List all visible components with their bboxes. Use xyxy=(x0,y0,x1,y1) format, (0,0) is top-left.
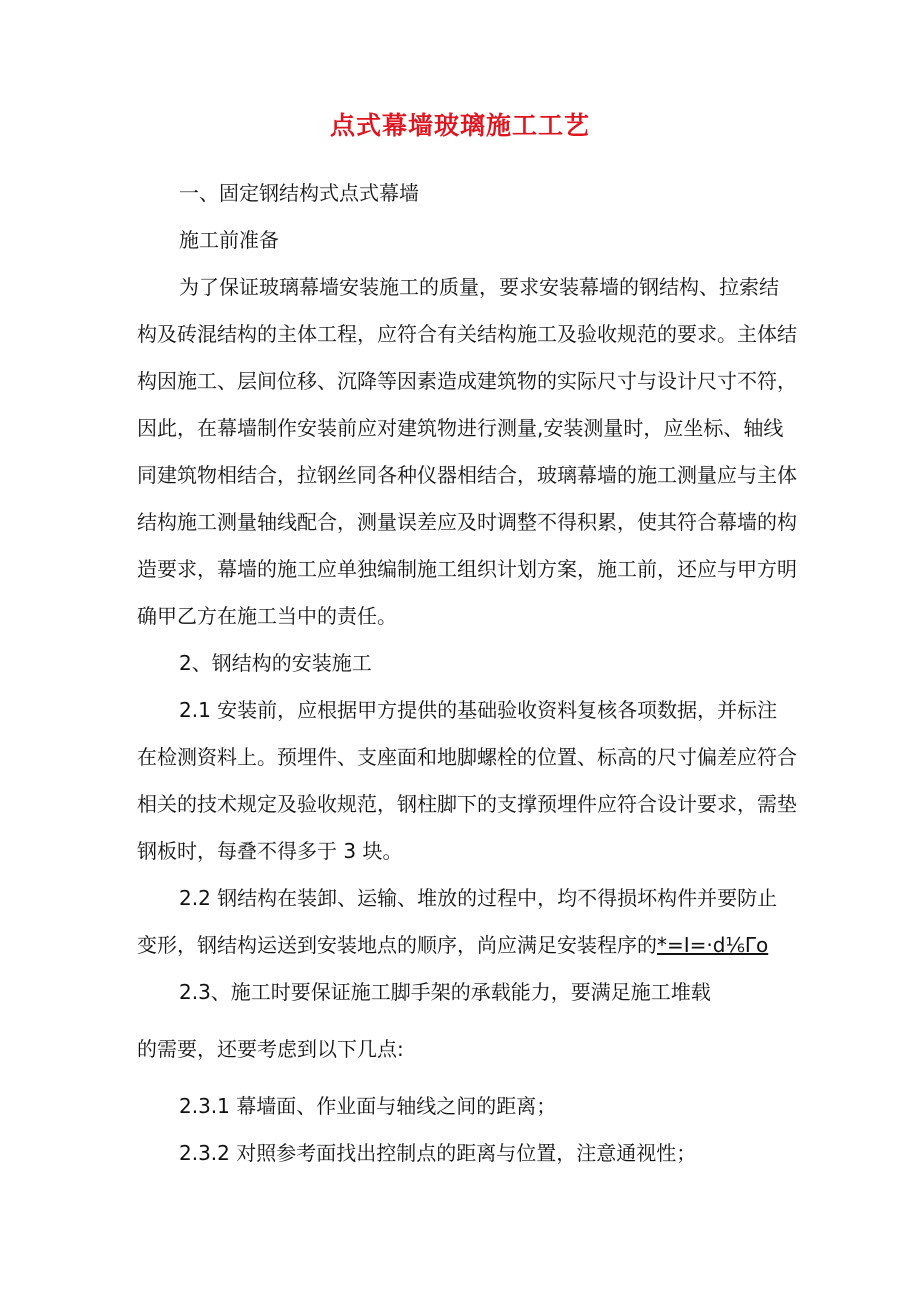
item-2-3-line1: 2.3、施工时要保证施工脚手架的承载能力，要满足施工堆载 xyxy=(179,980,711,1004)
prep-paragraph: 为了保证玻璃幕墙安装施工的质量，要求安装幕墙的钢结构、拉索结构及砖混结构的主体工程，应符合有关结构施工及验收规范的要求。主体结构因施工、层间位移、沉降等因素造成建筑物的实际尺寸与设计尺寸不符，因此，在幕墙制作安装前应对建筑物进行测量,安装测量时，应坐标、轴线同建筑物相结合，拉钢丝同各种仪器相结合，玻璃幕墙的施工测量应与主体结构施工测量轴线配合，测量误差应及时调整不得积累，使其符合幕墙的构造要求，幕墙的施工应单独编制施工组织计划方案，施工前，还应与甲方明确甲乙方在施工当中的责任。 xyxy=(137,275,797,628)
item-2-3-line2: 的需要，还要考虑到以下几点: xyxy=(137,1037,404,1061)
item-2-2-text: 2.2 钢结构在装卸、运输、堆放的过程中，均不得损坏构件并要防止变形，钢结构运送到安装地点的顺序，尚应满足安装程序的 xyxy=(137,886,778,957)
item-2-2-garbled-text: *=I=·d⅙Γo xyxy=(657,933,769,957)
prep-heading: 施工前准备 xyxy=(179,228,279,252)
section2-heading: 2、钢结构的安装施工 xyxy=(179,651,372,675)
document-body xyxy=(137,170,797,1177)
document-title: 点式幕墙玻璃施工工艺 xyxy=(329,111,590,140)
item-2-3-2: 2.3.2 对照参考面找出控制点的距离与位置，注意通视性； xyxy=(179,1141,697,1165)
item-2-1: 2.1 安装前，应根据甲方提供的基础验收资料复核各项数据，并标注在检测资料上。预埋件、支座面和地脚螺栓的位置、标高的尺寸偏差应符合相关的技术规定及验收规范，钢柱脚下的支撑预埋件应符合设计要求，需垫钢板时，每叠不得多于 3 块。 xyxy=(137,698,797,863)
section1-heading: 一、固定钢结构式点式幕墙 xyxy=(179,181,419,205)
item-2-2 xyxy=(137,875,797,969)
item-2-3-1: 2.3.1 幕墙面、作业面与轴线之间的距离； xyxy=(179,1094,557,1118)
